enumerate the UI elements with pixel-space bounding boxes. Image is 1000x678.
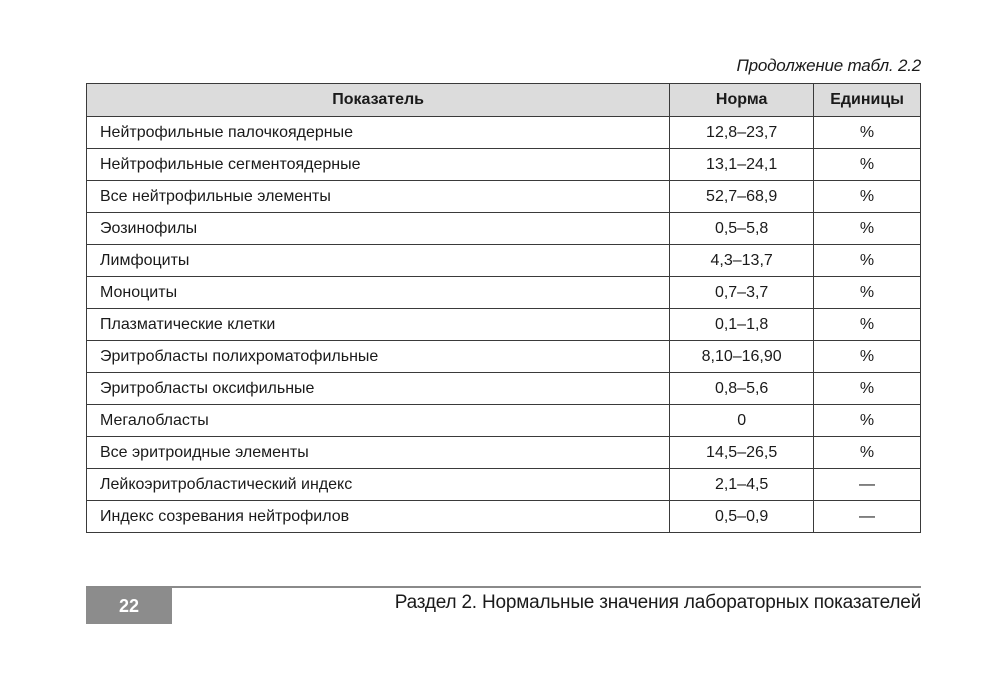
row-norm: 0,7–3,7 — [670, 277, 814, 309]
row-units: % — [814, 117, 921, 149]
row-units: % — [814, 309, 921, 341]
row-indicator: Лейкоэритробластический индекс — [87, 469, 670, 501]
table-row — [87, 437, 921, 469]
row-units: % — [814, 149, 921, 181]
row-indicator: Все эритроидные элементы — [87, 437, 670, 469]
row-units: % — [814, 277, 921, 309]
row-norm: 14,5–26,5 — [670, 437, 814, 469]
table-row — [87, 117, 921, 149]
table-row — [87, 149, 921, 181]
row-indicator: Нейтрофильные сегментоядерные — [87, 149, 670, 181]
row-indicator: Моноциты — [87, 277, 670, 309]
header-indicator: Показатель — [87, 84, 670, 117]
row-units: % — [814, 405, 921, 437]
table-header-row — [87, 84, 921, 117]
table-row — [87, 277, 921, 309]
row-norm: 0,8–5,6 — [670, 373, 814, 405]
page-number: 22 — [86, 588, 172, 624]
row-units: % — [814, 437, 921, 469]
reference-values-table — [86, 83, 921, 533]
row-indicator: Индекс созревания нейтрофилов — [87, 501, 670, 533]
row-units: — — [814, 501, 921, 533]
row-indicator: Плазматические клетки — [87, 309, 670, 341]
row-norm: 0,5–0,9 — [670, 501, 814, 533]
row-norm: 0,5–5,8 — [670, 213, 814, 245]
table-row — [87, 245, 921, 277]
row-units: — — [814, 469, 921, 501]
row-units: % — [814, 341, 921, 373]
table-row — [87, 181, 921, 213]
table-row — [87, 469, 921, 501]
table-continuation-caption: Продолжение табл. 2.2 — [736, 56, 921, 75]
header-units: Единицы — [814, 84, 921, 117]
header-norm: Норма — [670, 84, 814, 117]
row-units: % — [814, 245, 921, 277]
row-indicator: Лимфоциты — [87, 245, 670, 277]
row-indicator: Эритробласты оксифильные — [87, 373, 670, 405]
row-norm: 0,1–1,8 — [670, 309, 814, 341]
row-units: % — [814, 181, 921, 213]
row-units: % — [814, 213, 921, 245]
row-norm: 52,7–68,9 — [670, 181, 814, 213]
row-units: % — [814, 373, 921, 405]
row-indicator: Эозинофилы — [87, 213, 670, 245]
table-row — [87, 341, 921, 373]
section-title: Раздел 2. Нормальные значения лабораторных показателей — [394, 592, 921, 613]
table-row — [87, 373, 921, 405]
table-row — [87, 213, 921, 245]
row-indicator: Эритробласты полихроматофильные — [87, 341, 670, 373]
row-indicator: Мегалобласты — [87, 405, 670, 437]
table-row — [87, 405, 921, 437]
row-norm: 8,10–16,90 — [670, 341, 814, 373]
row-indicator: Нейтрофильные палочкоядерные — [87, 117, 670, 149]
row-indicator: Все нейтрофильные элементы — [87, 181, 670, 213]
row-norm: 13,1–24,1 — [670, 149, 814, 181]
row-norm: 12,8–23,7 — [670, 117, 814, 149]
footer-divider — [86, 586, 921, 588]
row-norm: 4,3–13,7 — [670, 245, 814, 277]
table-row — [87, 501, 921, 533]
row-norm: 2,1–4,5 — [670, 469, 814, 501]
table-row — [87, 309, 921, 341]
row-norm: 0 — [670, 405, 814, 437]
